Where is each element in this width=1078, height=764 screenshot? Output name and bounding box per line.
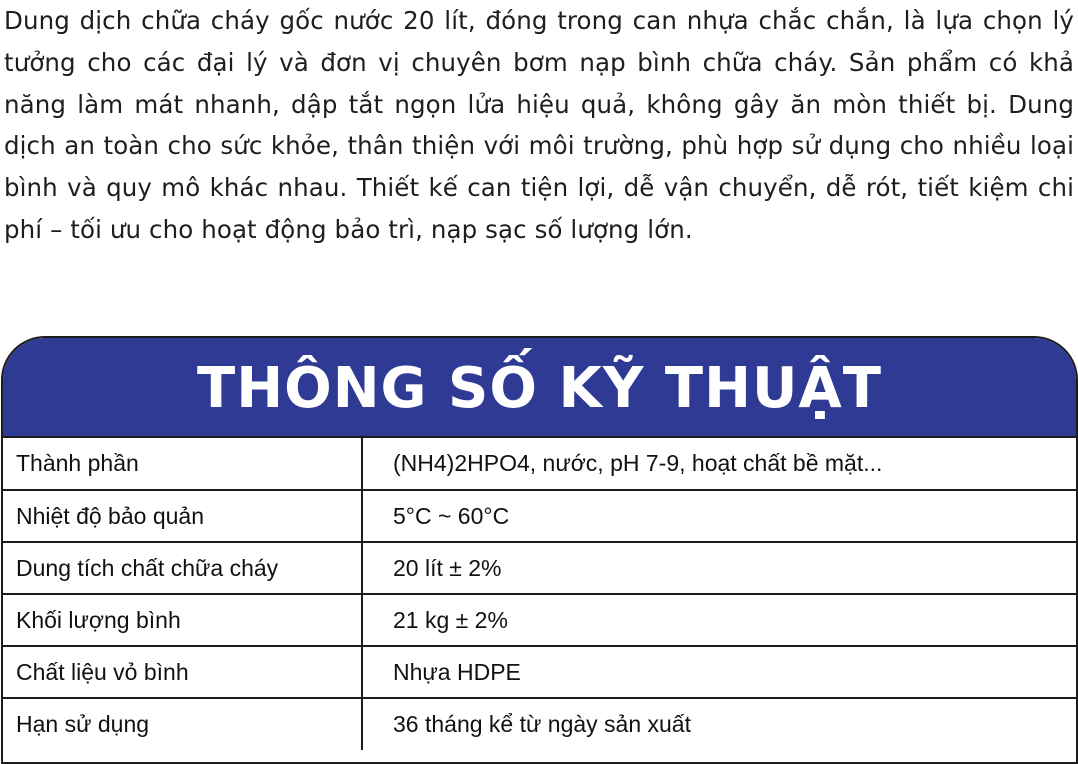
spec-label: Thành phần bbox=[3, 438, 362, 490]
spec-value: 21 kg ± 2% bbox=[362, 594, 1076, 646]
spec-card bbox=[1, 336, 1078, 764]
spec-title: THÔNG SỐ KỸ THUẬT bbox=[197, 356, 882, 421]
spec-label: Nhiệt độ bảo quản bbox=[3, 490, 362, 542]
spec-header bbox=[3, 338, 1076, 438]
product-description: Dung dịch chữa cháy gốc nước 20 lít, đóng trong can nhựa chắc chắn, là lựa chọn lý tưởng cho các đại lý và đơn vị chuyên bơm nạp bình chữa cháy. Sản phẩm có khả năng làm mát nhanh, dập tắt ngọn lửa hiệu quả, không gây ăn mòn thiết bị. Dung dịch an toàn cho sức khỏe, thân thiện với môi trường, phù hợp sử dụng cho nhiều loại bình và quy mô khác nhau. Thiết kế can tiện lợi, dễ vận chuyển, dễ rót, tiết kiệm chi phí – tối ưu cho hoạt động bảo trì, nạp sạc số lượng lớn. bbox=[4, 6, 1074, 244]
spec-value: 5°C ~ 60°C bbox=[362, 490, 1076, 542]
spec-label: Khối lượng bình bbox=[3, 594, 362, 646]
table-row bbox=[3, 646, 1076, 698]
table-row bbox=[3, 438, 1076, 490]
spec-value: 20 lít ± 2% bbox=[362, 542, 1076, 594]
spec-value: (NH4)2HPO4, nước, pH 7-9, hoạt chất bề mặt... bbox=[393, 450, 883, 476]
spec-value: 36 tháng kể từ ngày sản xuất bbox=[362, 698, 1076, 750]
spec-table bbox=[3, 438, 1076, 750]
table-row bbox=[3, 542, 1076, 594]
spec-label: Dung tích chất chữa cháy bbox=[3, 542, 362, 594]
spec-label: Chất liệu vỏ bình bbox=[3, 646, 362, 698]
table-row bbox=[3, 490, 1076, 542]
spec-value: Nhựa HDPE bbox=[362, 646, 1076, 698]
table-row bbox=[3, 698, 1076, 750]
table-row bbox=[3, 594, 1076, 646]
spec-label: Hạn sử dụng bbox=[3, 698, 362, 750]
